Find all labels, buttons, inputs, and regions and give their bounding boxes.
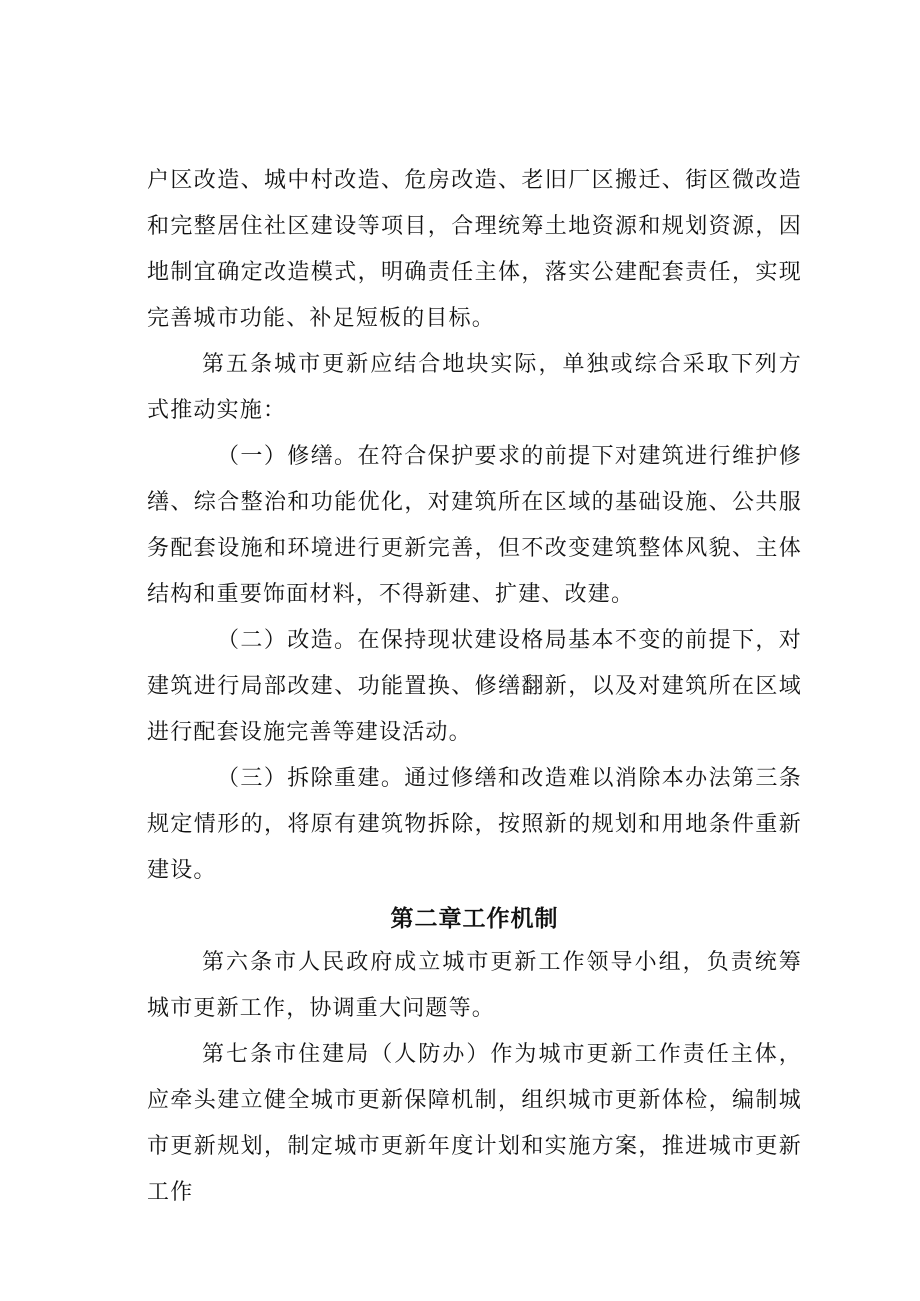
paragraph-renovation-projects: 户区改造、城中村改造、危房改造、老旧厂区搬迁、街区微改造和完整居住社区建设等项目，合理统筹土地资源和规划资源，因地制宜确定改造模式，明确责任主体，落实公建配套责任，实现完善城市功能、补足短板的目标。 bbox=[147, 168, 802, 331]
document-body bbox=[147, 158, 802, 1216]
paragraph-article-6: 第六条市人民政府成立城市更新工作领导小组，负责统筹城市更新工作，协调重大问题等。 bbox=[147, 950, 802, 1021]
paragraph-article-7: 第七条市住建局（人防办）作为城市更新工作责任主体，应牵头建立健全城市更新保障机制，组织城市更新体检，编制城市更新规划，制定城市更新年度计划和实施方案，推进城市更新工作 bbox=[147, 1042, 802, 1205]
chapter-title: 第二章工作机制 bbox=[390, 906, 559, 932]
paragraph-item-repair: （一）修缮。在符合保护要求的前提下对建筑进行维护修缮、综合整治和功能优化，对建筑所在区域的基础设施、公共服务配套设施和环境进行更新完善，但不改变建筑整体风貌、主体结构和重要饰面材料，不得新建、扩建、改建。 bbox=[147, 444, 802, 607]
paragraph-item-demolition-rebuild: （三）拆除重建。通过修缮和改造难以消除本办法第三条规定情形的，将原有建筑物拆除，按照新的规划和用地条件重新建设。 bbox=[147, 766, 802, 883]
paragraph-article-5: 第五条城市更新应结合地块实际，单独或综合采取下列方式推动实施： bbox=[147, 352, 802, 423]
paragraph-item-renovation: （二）改造。在保持现状建设格局基本不变的前提下，对建筑进行局部改建、功能置换、修缮翻新，以及对建筑所在区域进行配套设施完善等建设活动。 bbox=[147, 628, 802, 745]
